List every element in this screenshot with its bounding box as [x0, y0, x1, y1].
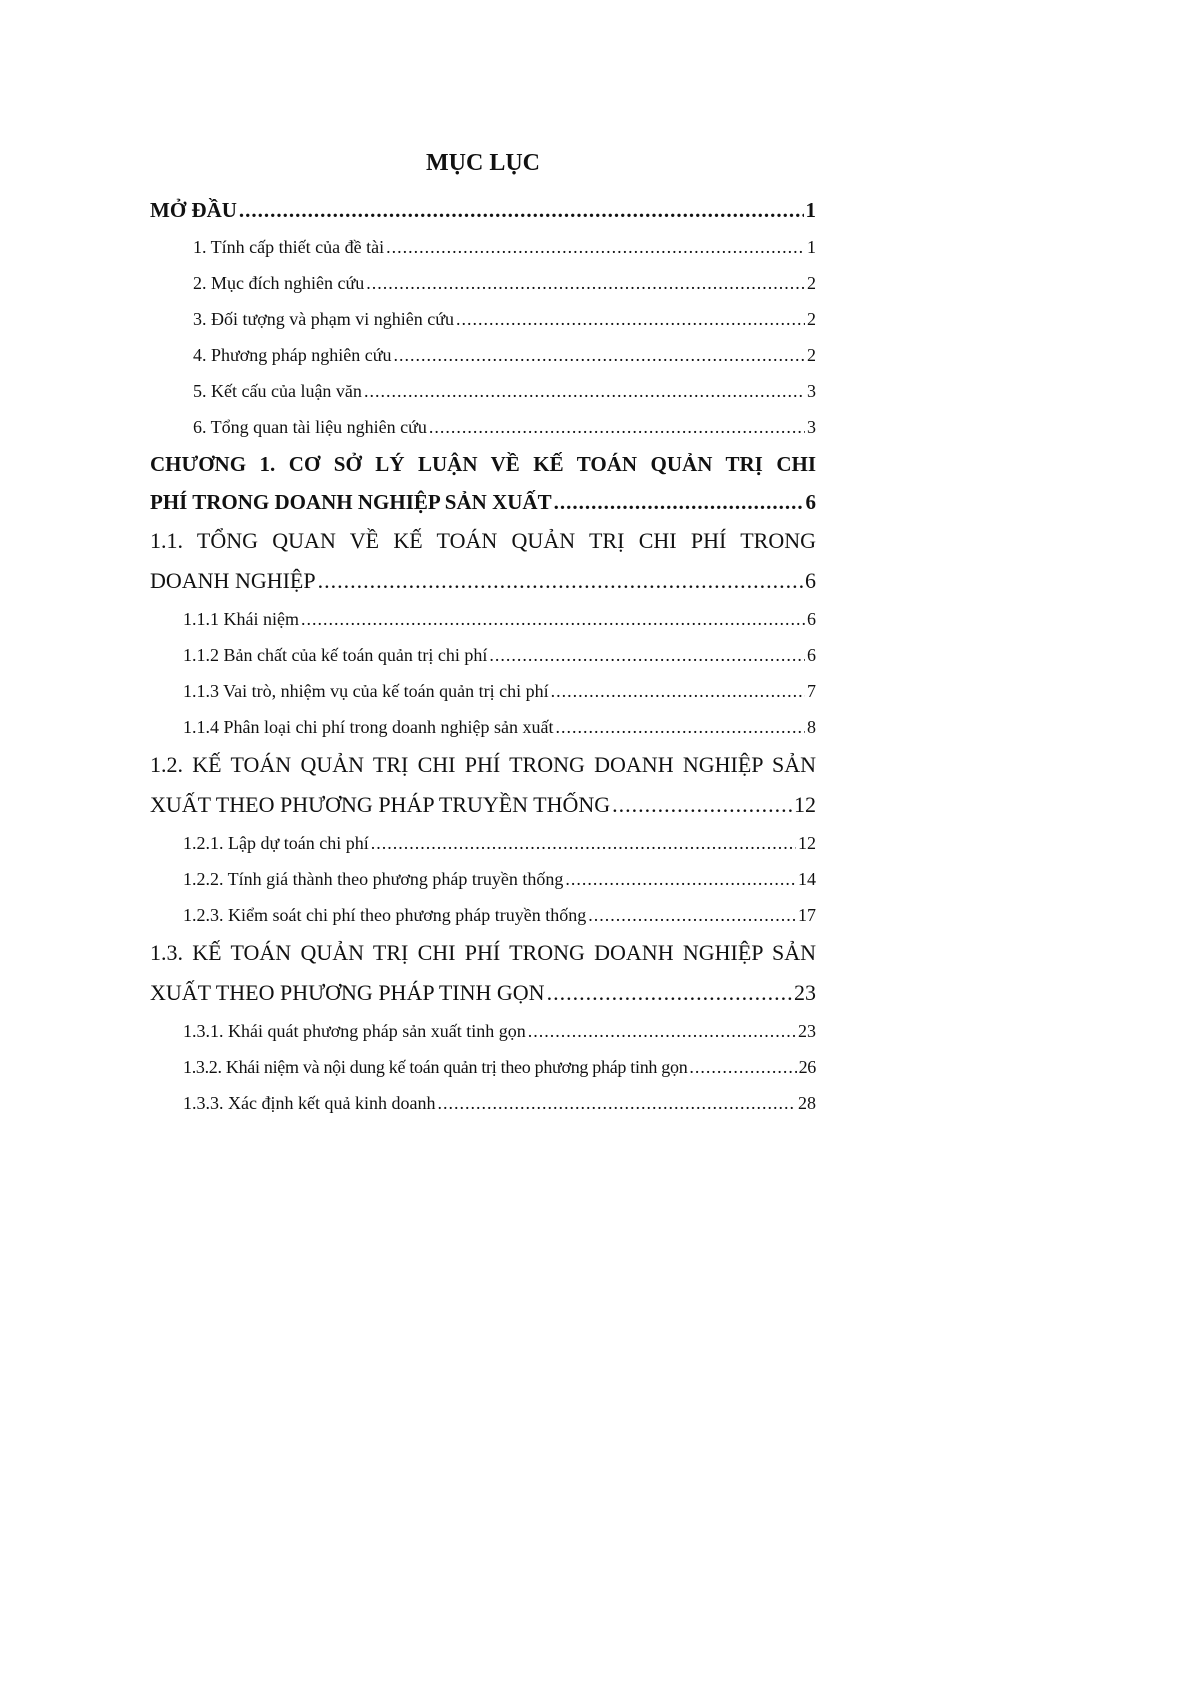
toc-entry-page: 1	[805, 198, 816, 222]
toc-entry-label: 3. Đối tượng và phạm vi nghiên cứu	[193, 309, 454, 329]
dot-leader	[394, 337, 805, 373]
toc-entry-page: 12	[798, 833, 816, 853]
toc-entry-page: 12	[794, 792, 816, 817]
dot-leader	[551, 673, 805, 709]
dot-leader	[689, 1049, 796, 1085]
toc-entry[interactable]	[150, 409, 816, 445]
toc-entry-page: 6	[805, 568, 816, 593]
toc-entry[interactable]	[150, 825, 816, 861]
toc-entry-label: MỞ ĐẦU	[150, 198, 237, 222]
dot-leader	[318, 561, 803, 601]
toc-entry[interactable]	[150, 637, 816, 673]
toc-entry-label: 1.3.3. Xác định kết quả kinh doanh	[183, 1093, 436, 1113]
toc-entry[interactable]	[150, 861, 816, 897]
toc-entry-page: 3	[807, 381, 816, 401]
dot-leader	[554, 483, 804, 521]
toc-entry[interactable]	[150, 373, 816, 409]
toc-entry-label: 1. Tính cấp thiết của đề tài	[193, 237, 385, 257]
toc-section-heading-cont[interactable]	[150, 785, 816, 825]
toc-entry-page: 7	[807, 681, 816, 701]
toc-entry[interactable]	[150, 1049, 816, 1085]
toc-entry[interactable]	[150, 265, 816, 301]
toc-entry[interactable]	[150, 601, 816, 637]
toc-entry[interactable]	[150, 673, 816, 709]
dot-leader	[489, 637, 805, 673]
toc-entry-label: PHÍ TRONG DOANH NGHIỆP SẢN XUẤT	[150, 490, 552, 514]
toc-entry-label: 6. Tổng quan tài liệu nghiên cứu	[193, 417, 427, 437]
toc-entry[interactable]	[150, 229, 816, 265]
dot-leader	[565, 861, 796, 897]
toc-entry-label: 2. Mục đích nghiên cứu	[193, 273, 365, 293]
toc-entry-page: 26	[798, 1057, 816, 1077]
dot-leader	[239, 191, 804, 229]
toc-entry-page: 6	[807, 645, 816, 665]
toc-entry-label: 1.1.3 Vai trò, nhiệm vụ của kế toán quản trị chi phí	[183, 681, 549, 701]
dot-leader	[386, 229, 805, 265]
toc-entry-page: 23	[794, 980, 816, 1005]
toc-entry-label: DOANH NGHIỆP	[150, 568, 316, 593]
toc-entry-page: 28	[798, 1093, 816, 1113]
toc-entry-page: 2	[807, 345, 816, 365]
toc-entry-label: 5. Kết cấu của luận văn	[193, 381, 362, 401]
toc-entry-page: 23	[798, 1021, 816, 1041]
toc-entry-intro[interactable]	[150, 191, 816, 229]
toc-title: MỤC LỤC	[426, 150, 540, 176]
toc-entry[interactable]	[150, 1085, 816, 1121]
dot-leader	[612, 785, 792, 825]
toc-entry-page: 17	[798, 905, 816, 925]
toc-entry-label: XUẤT THEO PHƯƠNG PHÁP TINH GỌN	[150, 980, 545, 1005]
toc-entry-page: 2	[807, 309, 816, 329]
dot-leader	[301, 601, 805, 637]
toc-entry-label: 1.1.2 Bản chất của kế toán quản trị chi phí	[183, 645, 488, 665]
dot-leader	[555, 709, 805, 745]
toc-entry-page: 6	[807, 609, 816, 629]
toc-chapter-heading[interactable]: CHƯƠNG 1. CƠ SỞ LÝ LUẬN VỀ KẾ TOÁN QUẢN TRỊ CHI	[150, 452, 816, 476]
table-of-contents	[150, 145, 816, 1121]
toc-section-heading[interactable]: 1.1. TỔNG QUAN VỀ KẾ TOÁN QUẢN TRỊ CHI PHÍ TRONG	[150, 528, 816, 553]
toc-entry-page: 8	[807, 717, 816, 737]
dot-leader	[456, 301, 805, 337]
toc-entry[interactable]	[150, 337, 816, 373]
dot-leader	[437, 1085, 796, 1121]
toc-entry-page: 14	[798, 869, 816, 889]
toc-entry-label: 4. Phương pháp nghiên cứu	[193, 345, 392, 365]
toc-entry[interactable]	[150, 709, 816, 745]
toc-section-heading-cont[interactable]	[150, 561, 816, 601]
dot-leader	[547, 973, 792, 1013]
toc-entry[interactable]	[150, 1013, 816, 1049]
toc-section-heading-cont[interactable]	[150, 973, 816, 1013]
toc-entry-page: 1	[807, 237, 816, 257]
toc-entry-page: 3	[807, 417, 816, 437]
toc-entry-page: 2	[807, 273, 816, 293]
dot-leader	[371, 825, 796, 861]
toc-entry-label: 1.1.1 Khái niệm	[183, 609, 299, 629]
dot-leader	[364, 373, 805, 409]
dot-leader	[588, 897, 796, 933]
toc-entry-label: 1.2.3. Kiểm soát chi phí theo phương pháp truyền thống	[183, 905, 587, 925]
toc-entry-label: 1.3.2. Khái niệm và nội dung kế toán quản trị theo phương pháp tinh gọn	[183, 1057, 688, 1077]
toc-entry[interactable]	[150, 301, 816, 337]
dot-leader	[528, 1013, 796, 1049]
toc-entry-label: 1.2.2. Tính giá thành theo phương pháp truyền thống	[183, 869, 564, 889]
toc-entry-label: 1.2.1. Lập dự toán chi phí	[183, 833, 369, 853]
toc-section-heading[interactable]: 1.3. KẾ TOÁN QUẢN TRỊ CHI PHÍ TRONG DOANH NGHIỆP SẢN	[150, 940, 816, 965]
toc-entry-label: 1.1.4 Phân loại chi phí trong doanh nghiệp sản xuất	[183, 717, 554, 737]
dot-leader	[429, 409, 805, 445]
toc-entry-label: 1.3.1. Khái quát phương pháp sản xuất tinh gọn	[183, 1021, 526, 1041]
dot-leader	[366, 265, 805, 301]
toc-entry-page: 6	[805, 490, 816, 514]
toc-entry[interactable]	[150, 897, 816, 933]
toc-entry-label: XUẤT THEO PHƯƠNG PHÁP TRUYỀN THỐNG	[150, 792, 611, 817]
toc-section-heading[interactable]: 1.2. KẾ TOÁN QUẢN TRỊ CHI PHÍ TRONG DOANH NGHIỆP SẢN	[150, 752, 816, 777]
toc-chapter-heading-cont[interactable]	[150, 483, 816, 521]
